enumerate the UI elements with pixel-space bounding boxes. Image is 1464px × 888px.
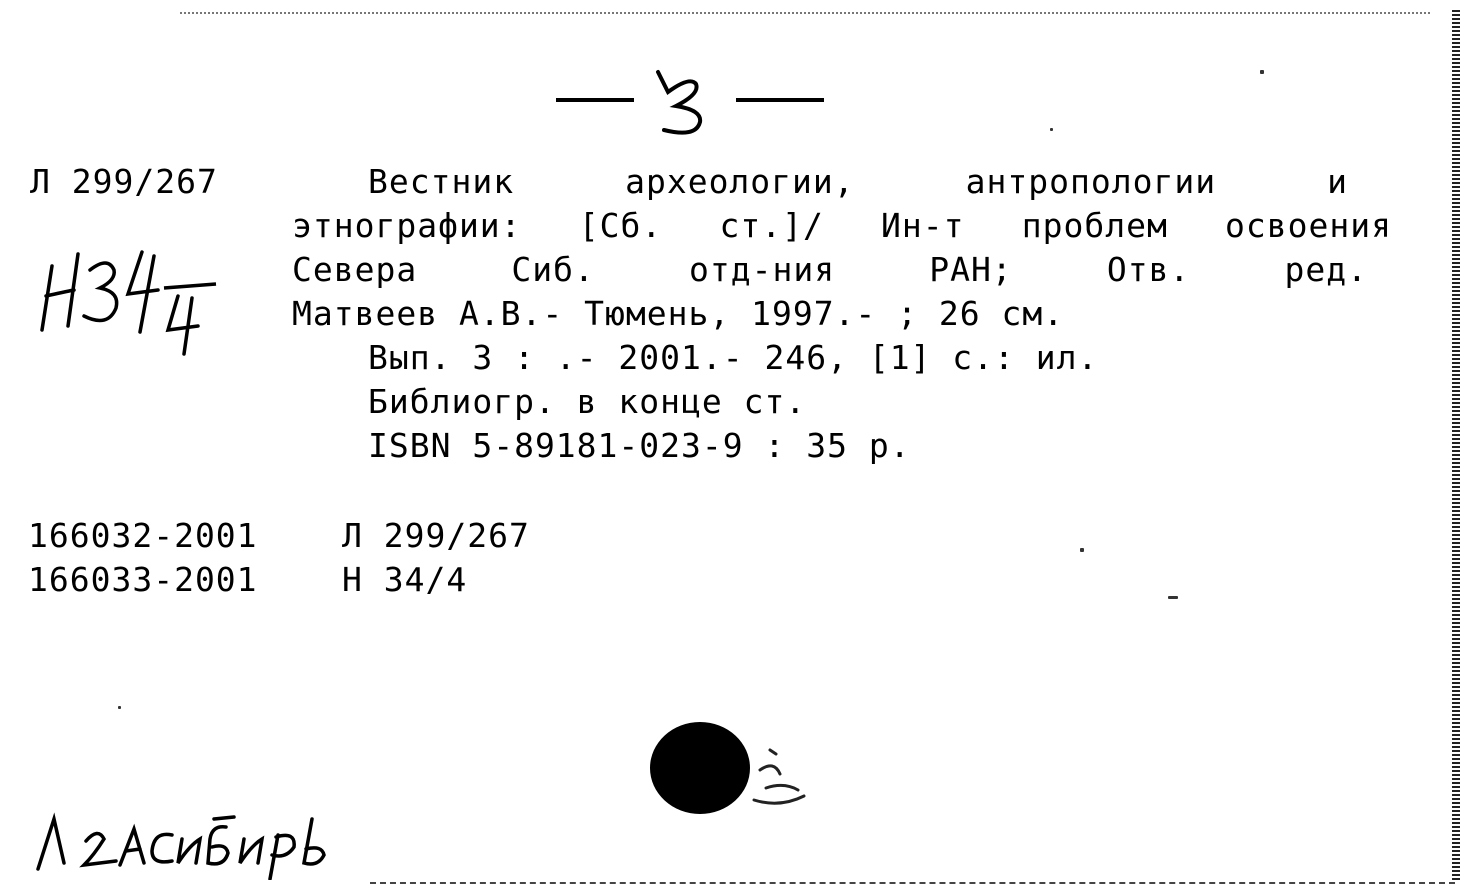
bib-word: археологии, (625, 162, 855, 201)
top-edge-border (180, 12, 1430, 14)
bib-word: проблем (1021, 206, 1168, 245)
bib-word: и (1327, 162, 1348, 201)
bib-word: Вестник (368, 162, 515, 201)
bib-word: ред. (1284, 250, 1368, 289)
handwritten-subject-heading (34, 805, 394, 880)
bib-word: антропологии (965, 162, 1217, 201)
page-digit-3 (658, 72, 700, 133)
bib-line-1 (368, 160, 1348, 204)
punch-smudge (740, 730, 820, 810)
bib-line-3 (292, 248, 1368, 292)
scan-speck (1260, 70, 1264, 74)
shelf-code: Л 299/267 (30, 162, 218, 201)
bib-word: [Сб. (578, 206, 663, 245)
bottom-edge-border (370, 882, 1455, 884)
handwritten-class-mark (38, 246, 238, 356)
bib-word: Севера (292, 250, 418, 289)
punch-hole (650, 722, 750, 814)
bib-word: этнографии: (292, 206, 522, 245)
bib-word: освоения (1225, 206, 1392, 245)
svg-text:Л 2 Л Сибирь: Л 2 Л Сибирь (34, 805, 42, 806)
scan-speck (118, 706, 121, 709)
svg-text:3: 3 (550, 58, 551, 59)
scan-speck (1080, 548, 1084, 552)
inventory-number: 166032-2001 (28, 516, 258, 555)
bib-line-note: Библиогр. в конце ст. (368, 382, 807, 421)
bib-line-isbn: ISBN 5-89181-023-9 : 35 р. (368, 426, 911, 465)
bib-line-4: Матвеев А.В.- Тюмень, 1997.- ; 26 см. (292, 294, 1065, 333)
inventory-code: Н 34/4 (342, 560, 468, 599)
bib-word: ст.]/ (719, 206, 824, 245)
scan-speck (1168, 596, 1178, 599)
bib-line-2 (292, 204, 1392, 248)
bib-word: Отв. (1106, 250, 1191, 289)
inventory-number: 166033-2001 (28, 560, 258, 599)
bib-word: Сиб. (511, 250, 595, 289)
bib-line-issue: Вып. 3 : .- 2001.- 246, [1] с.: ил. (368, 338, 1099, 377)
right-edge-border (1452, 10, 1460, 880)
bib-word: РАН; (929, 250, 1013, 289)
page-number-handwritten (550, 58, 840, 148)
bib-word: отд-ния (688, 250, 836, 289)
inventory-code: Л 299/267 (342, 516, 530, 555)
scan-speck (1050, 128, 1053, 131)
bib-word: Ин-т (881, 206, 965, 245)
